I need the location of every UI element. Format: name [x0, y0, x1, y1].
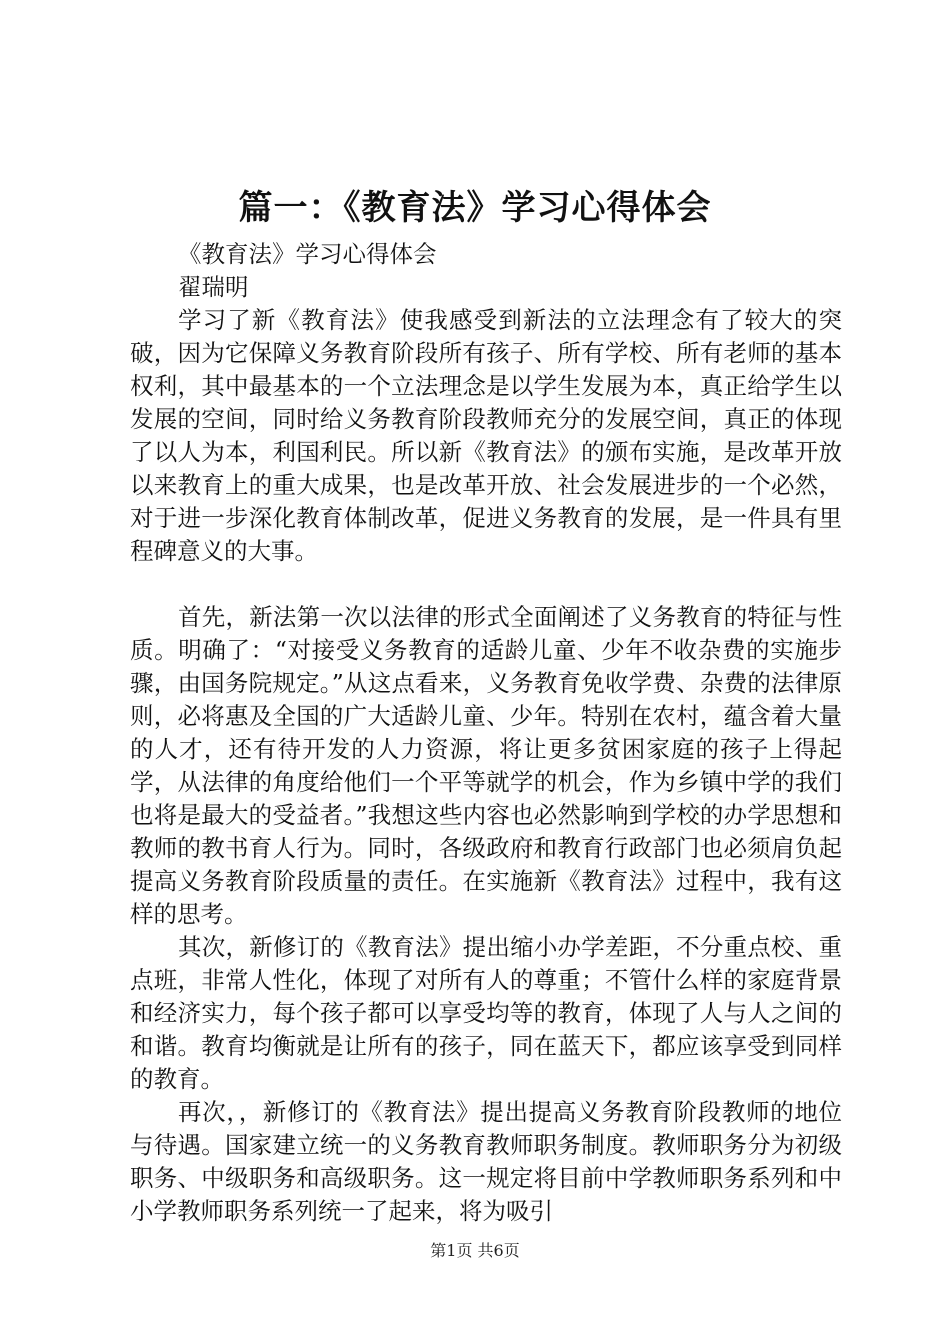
document-author: 翟瑞明 — [178, 273, 249, 301]
paragraph-third: 再次，，新修订的《教育法》提出提高义务教育阶段教师的地位与待遇。国家建立统一的义务教育教师职务制度。教师职务分为初级职务、中级职务和高级职务。这一规定将目前中学教师职务系列和中小学教师职务系列统一了起来，将为吸引 — [130, 1098, 842, 1225]
document-subtitle: 《教育法》学习心得体会 — [178, 240, 437, 268]
paragraph-intro: 学习了新《教育法》使我感受到新法的立法理念有了较大的突破，因为它保障义务教育阶段所有孩子、所有学校、所有老师的基本权利，其中最基本的一个立法理念是以学生发展为本，真正给学生以发展的空间，同时给义务教育阶段教师充分的发展空间，真正的体现了以人为本，利国利民。所以新《教育法》的颁布实施，是改革开放以来教育上的重大成果，也是改革开放、社会发展进步的一个必然，对于进一步深化教育体制改革，促进义务教育的发展，是一件具有里程碑意义的大事。 — [130, 306, 842, 565]
page-number: 第1页 共6页 — [430, 1241, 520, 1260]
paragraph-spacer — [130, 568, 842, 601]
paragraph-first: 首先，新法第一次以法律的形式全面阐述了义务教育的特征与性质。明确了：“对接受义务教育的适龄儿童、少年不收杂费的实施步骤，由国务院规定。”从这点看来，义务教育免收学费、杂费的法律原则，必将惠及全国的广大适龄儿童、少年。特别在农村，蕴含着大量的人才，还有待开发的人力资源，将让更多贫困家庭的孩子上得起学，从法律的角度给他们一个平等就学的机会，作为乡镇中学的我们也将是最大的受益者。”我想这些内容也必然影响到学校的办学思想和教师的教书育人行为。同时，各级政府和教育行政部门也必须肩负起提高义务教育阶段质量的责任。在实施新《教育法》过程中，我有这样的思考。 — [130, 603, 842, 928]
document-title: 篇一：《教育法》学习心得体会 — [238, 188, 712, 228]
document-body — [130, 238, 842, 1228]
paragraph-second: 其次，新修订的《教育法》提出缩小办学差距，不分重点校、重点班，非常人性化，体现了对所有人的尊重；不管什么样的家庭背景和经济实力，每个孩子都可以享受均等的教育，体现了人与人之间的和谐。教育均衡就是让所有的孩子，同在蓝天下，都应该享受到同样的教育。 — [130, 933, 842, 1093]
